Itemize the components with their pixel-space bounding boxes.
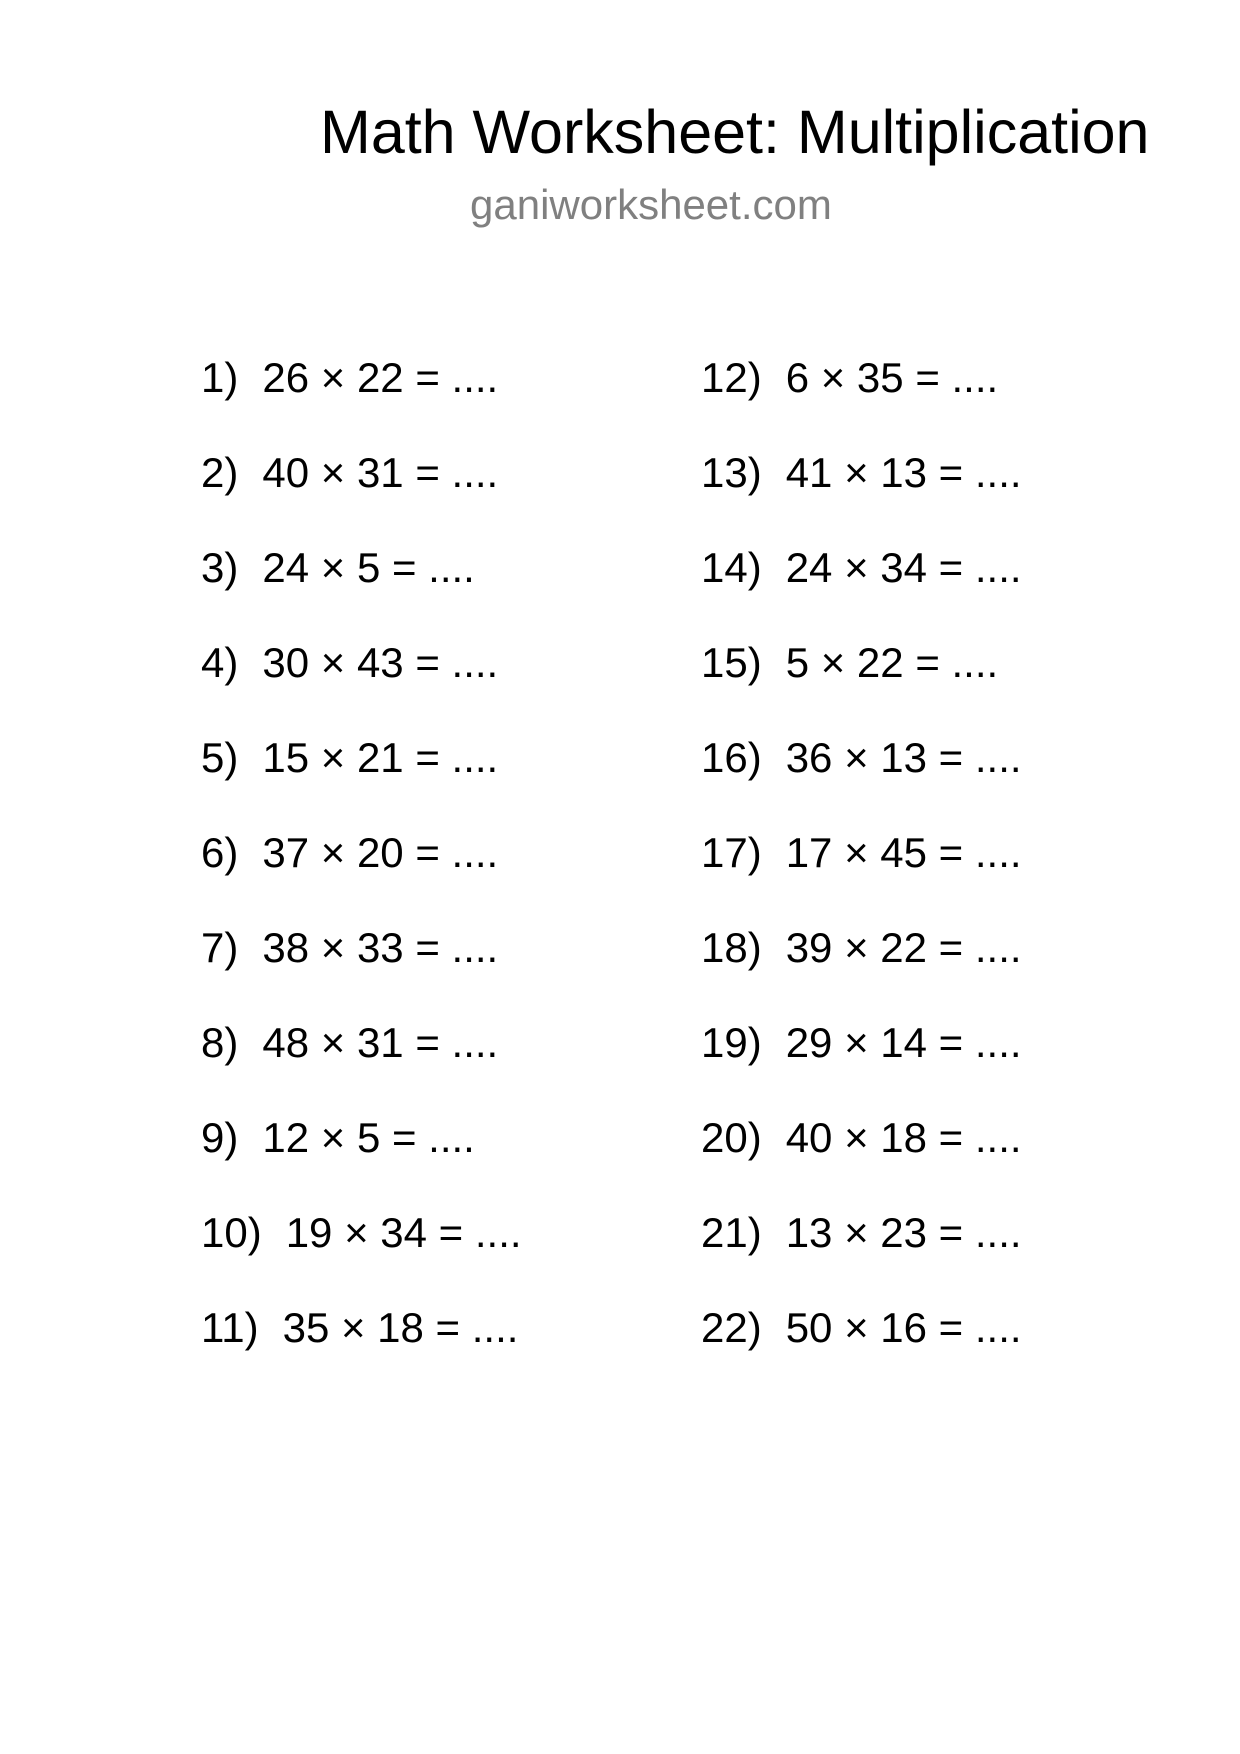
problem-expression: 15 × 21 = ....	[262, 734, 499, 781]
problem-item	[701, 1303, 1022, 1398]
problem-expression: 24 × 34 = ....	[785, 544, 1022, 591]
problem-item	[701, 828, 1022, 923]
problem-item	[701, 1113, 1022, 1208]
problem-item	[201, 448, 522, 543]
problem-number: 16)	[701, 734, 762, 781]
problem-number: 4)	[201, 639, 239, 686]
problem-number: 1)	[201, 354, 239, 401]
problem-number: 15)	[701, 639, 762, 686]
problem-number: 6)	[201, 829, 239, 876]
problem-expression: 26 × 22 = ....	[262, 354, 499, 401]
problem-item	[201, 1208, 522, 1303]
problem-item	[201, 923, 522, 1018]
problem-expression: 36 × 13 = ....	[785, 734, 1022, 781]
problem-item	[201, 1113, 522, 1208]
problem-expression: 40 × 31 = ....	[262, 449, 499, 496]
problem-item	[201, 638, 522, 733]
problem-expression: 29 × 14 = ....	[785, 1019, 1022, 1066]
problem-expression: 17 × 45 = ....	[785, 829, 1022, 876]
problem-item	[701, 733, 1022, 828]
problem-expression: 39 × 22 = ....	[785, 924, 1022, 971]
problem-expression: 13 × 23 = ....	[785, 1209, 1022, 1256]
problem-item	[701, 638, 1022, 733]
problem-number: 22)	[701, 1304, 762, 1351]
problem-number: 13)	[701, 449, 762, 496]
problem-item	[701, 1208, 1022, 1303]
problem-expression: 30 × 43 = ....	[262, 639, 499, 686]
problem-number: 9)	[201, 1114, 239, 1161]
problem-expression: 12 × 5 = ....	[262, 1114, 475, 1161]
problem-item	[701, 543, 1022, 638]
problem-item	[701, 1018, 1022, 1113]
problem-expression: 6 × 35 = ....	[785, 354, 999, 401]
problem-number: 7)	[201, 924, 239, 971]
problem-expression: 5 × 22 = ....	[785, 639, 999, 686]
problem-expression: 19 × 34 = ....	[285, 1209, 522, 1256]
problem-number: 18)	[701, 924, 762, 971]
problem-number: 12)	[701, 354, 762, 401]
problem-item	[201, 1018, 522, 1113]
problem-number: 17)	[701, 829, 762, 876]
page-title: Math Worksheet: Multiplication	[320, 98, 1150, 166]
problem-expression: 40 × 18 = ....	[785, 1114, 1022, 1161]
problem-item	[201, 733, 522, 828]
problem-number: 21)	[701, 1209, 762, 1256]
problem-item	[701, 353, 1022, 448]
problem-item	[701, 923, 1022, 1018]
problem-item	[201, 1303, 522, 1398]
problem-number: 2)	[201, 449, 239, 496]
site-subtitle: ganiworksheet.com	[470, 181, 832, 228]
problem-number: 20)	[701, 1114, 762, 1161]
problem-item	[701, 448, 1022, 543]
problem-number: 19)	[701, 1019, 762, 1066]
problem-number: 3)	[201, 544, 239, 591]
problem-number: 10)	[201, 1209, 262, 1256]
problem-expression: 35 × 18 = ....	[282, 1304, 519, 1351]
problem-number: 14)	[701, 544, 762, 591]
problem-expression: 50 × 16 = ....	[785, 1304, 1022, 1351]
problems-right-column	[701, 353, 1022, 1398]
problem-item	[201, 353, 522, 448]
problem-expression: 24 × 5 = ....	[262, 544, 475, 591]
problem-number: 8)	[201, 1019, 239, 1066]
problem-expression: 48 × 31 = ....	[262, 1019, 499, 1066]
problem-item	[201, 828, 522, 923]
problem-expression: 41 × 13 = ....	[785, 449, 1022, 496]
problem-expression: 37 × 20 = ....	[262, 829, 499, 876]
problem-item	[201, 543, 522, 638]
problem-expression: 38 × 33 = ....	[262, 924, 499, 971]
problems-left-column	[201, 353, 522, 1398]
problem-number: 11)	[201, 1304, 259, 1351]
problem-number: 5)	[201, 734, 239, 781]
